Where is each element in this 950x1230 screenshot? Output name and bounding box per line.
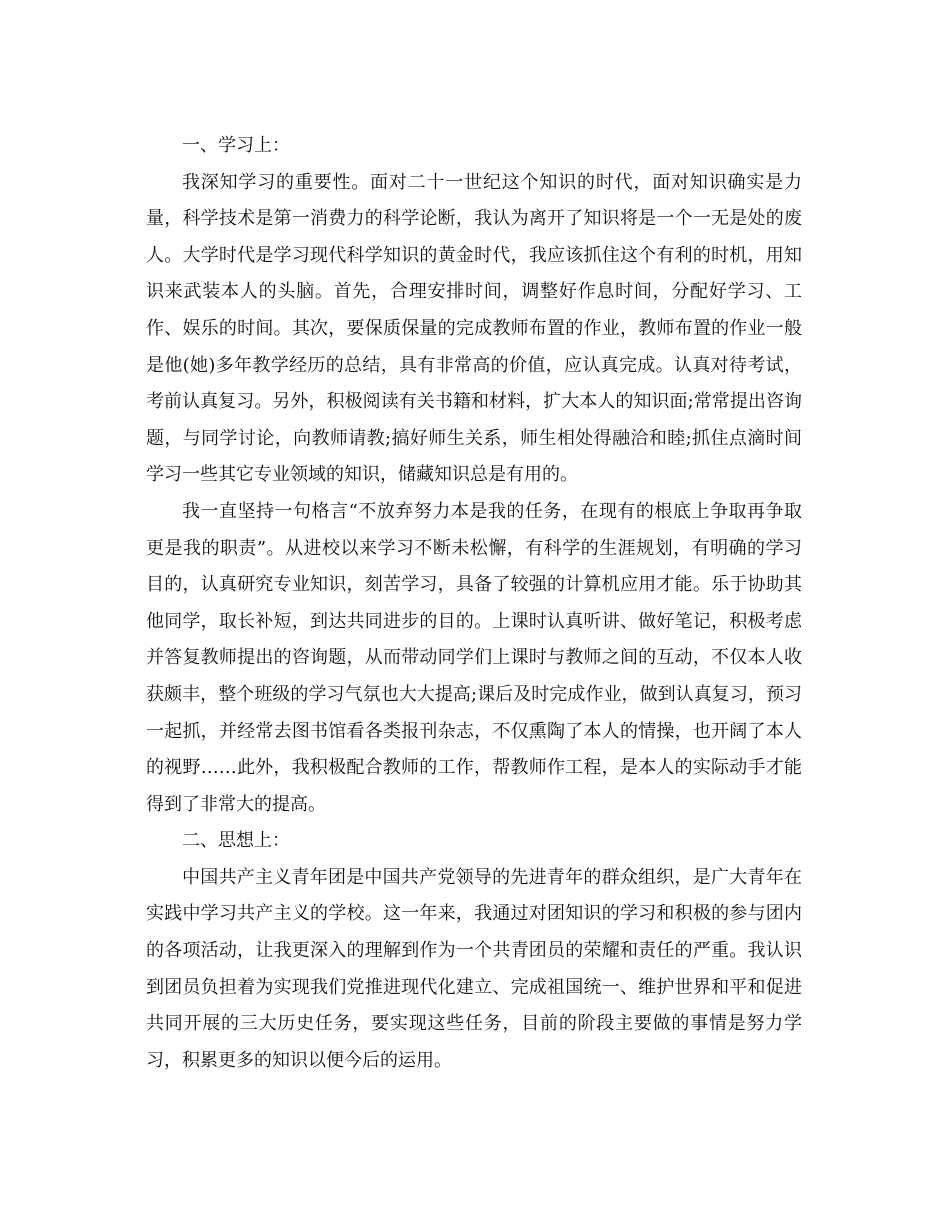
paragraph-study-importance: 我深知学习的重要性。面对二十一世纪这个知识的时代，面对知识确实是力量，科学技术是第一消费力的科学论断，我认为离开了知识将是一个一无是处的废人。大学时代是学习现代科学知识的黄金时代，我应该抓住这个有利的时机，用知识来武装本人的头脑。首先，合理安排时间，调整好作息时间，分配好学习、工作、娱乐的时间。其次，要保质保量的完成教师布置的作业，教师布置的作业一般是他(她)多年教学经历的总结，具有非常高的价值，应认真完成。认真对待考试，考前认真复习。另外，积极阅读有关书籍和材料，扩大本人的知识面;常常提出咨询题，与同学讨论，向教师请教;搞好师生关系，师生相处得融洽和睦;抓住点滴时间学习一些其它专业领域的知识，储藏知识总是有用的。 — [146, 171, 802, 486]
paragraph-study-motto: 我一直坚持一句格言“不放弃努力本是我的任务，在现有的根底上争取再争取更是我的职责”。从进校以来学习不断未松懈，有科学的生涯规划，有明确的学习目的，认真研究专业知识，刻苦学习，具备了较强的计算机应用才能。乐于协助其他同学，取长补短，到达共同进步的目的。上课时认真听讲、做好笔记，积极考虑并答复教师提出的咨询题，从而带动同学们上课时与教师之间的互动，不仅本人收获颇丰，整个班级的学习气氛也大大提高;课后及时完成作业，做到认真复习，预习一起抓，并经常去图书馆看各类报刊杂志，不仅熏陶了本人的情操，也开阔了本人的视野……此外，我积极配合教师的工作，帮教师作工程，是本人的实际动手才能得到了非常大的提高。 — [146, 500, 802, 815]
paragraph-thought-league: 中国共产主义青年团是中国共产党领导的先进青年的群众组织，是广大青年在实践中学习共产主义的学校。这一年来，我通过对团知识的学习和积极的参与团内的各项活动，让我更深入的理解到作为一个共青团员的荣耀和责任的严重。我认识到团员负担着为实现我们党推进现代化建立、完成祖国统一、维护世界和平和促进共同开展的三大历史任务，要实现这些任务，目前的阶段主要做的事情是努力学习，积累更多的知识以便今后的运用。 — [146, 866, 802, 1071]
section-heading-study: 一、学习上： — [182, 135, 290, 156]
section-heading-thought: 二、思想上： — [182, 830, 290, 852]
document-body — [146, 128, 802, 1079]
